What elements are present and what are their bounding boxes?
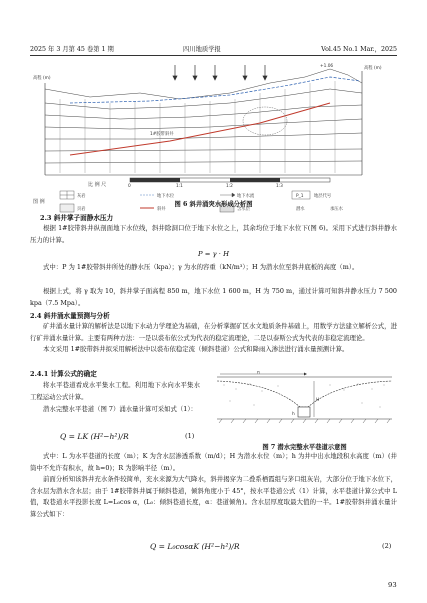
- figure7-caption: 图 7 潜水完整水平巷道示意图: [262, 444, 347, 451]
- legend-symbol: P_1: [296, 194, 304, 199]
- legend-item-0: 灰岩: [77, 194, 86, 199]
- formula-2: Q = L₀cosαK (H²−h²)/R: [150, 542, 240, 551]
- para-2-4-1-3: 式中：L 为水平巷道的长度（m）；K 为含水层渗透系数（m/d）；H 为潜水水位（m）；h 为井中出水地段积水高度（m）(井筒中不允许有积水，故 h=0)；R 为影响半径（m）。: [30, 452, 397, 472]
- header-journal: 四川地质学报: [183, 46, 221, 53]
- para-2-4-1: 矿井涌水量计算的解析法是以地下水动力学理论为基础，在分析掌握矿区水文地质条件基础上，用数学方法建立解析公式，进行矿井涌水量计算。主要有两种方法：一是以裘布依公式为代表的稳定流理论，二是以泰斯公式为代表的非稳定流理论。: [30, 322, 397, 342]
- formula-static-pressure: P = γ · H: [197, 250, 230, 258]
- formula-2-number: (2): [382, 542, 392, 550]
- legend-item-3: 地下水位: [157, 194, 175, 199]
- scale-tick-0: 0: [128, 184, 131, 189]
- page-number: 93: [388, 581, 397, 589]
- formula-1-number: (1): [185, 432, 195, 440]
- legend-title: 图 例: [33, 199, 45, 205]
- header-volume: Vol.45 No.1 Mar.，2025: [321, 46, 397, 53]
- shaft-label: 1#胶带斜井: [150, 132, 174, 137]
- elevation-label-left: 高程 (m): [33, 76, 51, 81]
- legend-item-7: 含水层: [237, 207, 250, 212]
- figure6-caption: 图 6 斜井涌突水形成分析图: [174, 201, 253, 208]
- scale-tick-2: 1:2: [226, 184, 233, 189]
- para-2-3-1: 根据 1#胶带斜井纵剖面地下水位线，斜井除洞口位于地下水位之上，其余均位于地下水位下(图 6)。采用下式进行斜井静水压力的计算。: [30, 224, 397, 244]
- scale-label: 比 例 尺: [88, 182, 107, 188]
- inclined-shaft-line: [70, 103, 330, 155]
- legend-item-2: 页岩: [77, 207, 86, 212]
- label-R: R: [257, 371, 260, 376]
- heading-2-3: 2.3 斜井掌子面静水压力: [40, 214, 114, 222]
- roadway: [298, 407, 310, 417]
- heading-2-4-1: 2.4.1 计算公式的确定: [30, 370, 97, 378]
- scale-tick-1: 1:1: [176, 184, 183, 189]
- para-2-4-1-2: 潜水完整水平巷道（图 7）涌水量计算可采如式（1）：: [43, 405, 197, 413]
- legend-symbol-label: 地层代号: [314, 194, 332, 199]
- elevation-label-right: 高程 (m): [364, 66, 382, 71]
- header-issue: 2025 年 3 月第 45 卷第 1 期: [30, 46, 114, 53]
- legend-item-4: 潜水: [296, 207, 305, 212]
- figure7-roadway-diagram: [212, 371, 397, 439]
- para-2-3-3: 根据上式，将 γ 取为 10，斜井掌子面高程 850 m，地下水位 1 600 m，H 为 750 m，通过计算可知斜井静水压力 7 500 kpa（7.5 Mpa）。: [30, 287, 397, 307]
- label-H: H: [316, 398, 320, 403]
- legend-item-6: 斜井: [157, 207, 166, 212]
- depression-cone-line: [217, 381, 392, 407]
- legend-item-1: 地下水流: [237, 194, 255, 199]
- formula-1: Q = LK (H²−h²)/R: [60, 432, 129, 441]
- header-rule: [30, 55, 397, 56]
- heading-2-4: 2.4 斜井涌水量预测与分析: [30, 312, 110, 320]
- elevation-top-label: +1.06: [320, 64, 334, 69]
- scale-tick-3: 1:3: [276, 184, 283, 189]
- karst-zone: [243, 107, 287, 135]
- water-table-line: [70, 77, 360, 103]
- terrain-surface-line: [45, 69, 362, 99]
- legend-item-5: 承压水: [330, 207, 343, 212]
- para-2-4-1-1: 将水平巷道看成水平集水工程。利用地下水向水平集水工程运动公式计算。: [30, 381, 200, 401]
- label-h: h: [292, 412, 295, 417]
- para-2-3-2: 式中：P 为 1#胶带斜井所处的静水压（kpa）；γ 为水的容重（kN/m³）；H 为潜水位至斜井底板的高度（m）。: [43, 263, 359, 271]
- para-2-4-1-4: 前面分析知该斜井充水条件较简单，充水来源为大气降水，斜井揭穿为二叠系栖霞组与茅口组灰岩，大部分位于地下水位下，含水层为潜水含水层；由于 1#胶带斜井属于倾斜巷道，倾斜角度小于 45°，按水平巷道公式（1）计算，水平巷道计算公式中 L 值，取巷道水平投影长度 L=L₀cos α，(L₀：倾斜巷道长度，α：巷道倾角)。含水层厚度取最大值的一半。1#胶带斜井涌水量计算公式如下：: [30, 475, 397, 518]
- para-2-4-2: 本文采用 1#胶带斜井拟采用解析法中以裘布依稳定流（倾斜巷道）公式和降雨入渗法进行涌水量预测计算。: [43, 345, 349, 353]
